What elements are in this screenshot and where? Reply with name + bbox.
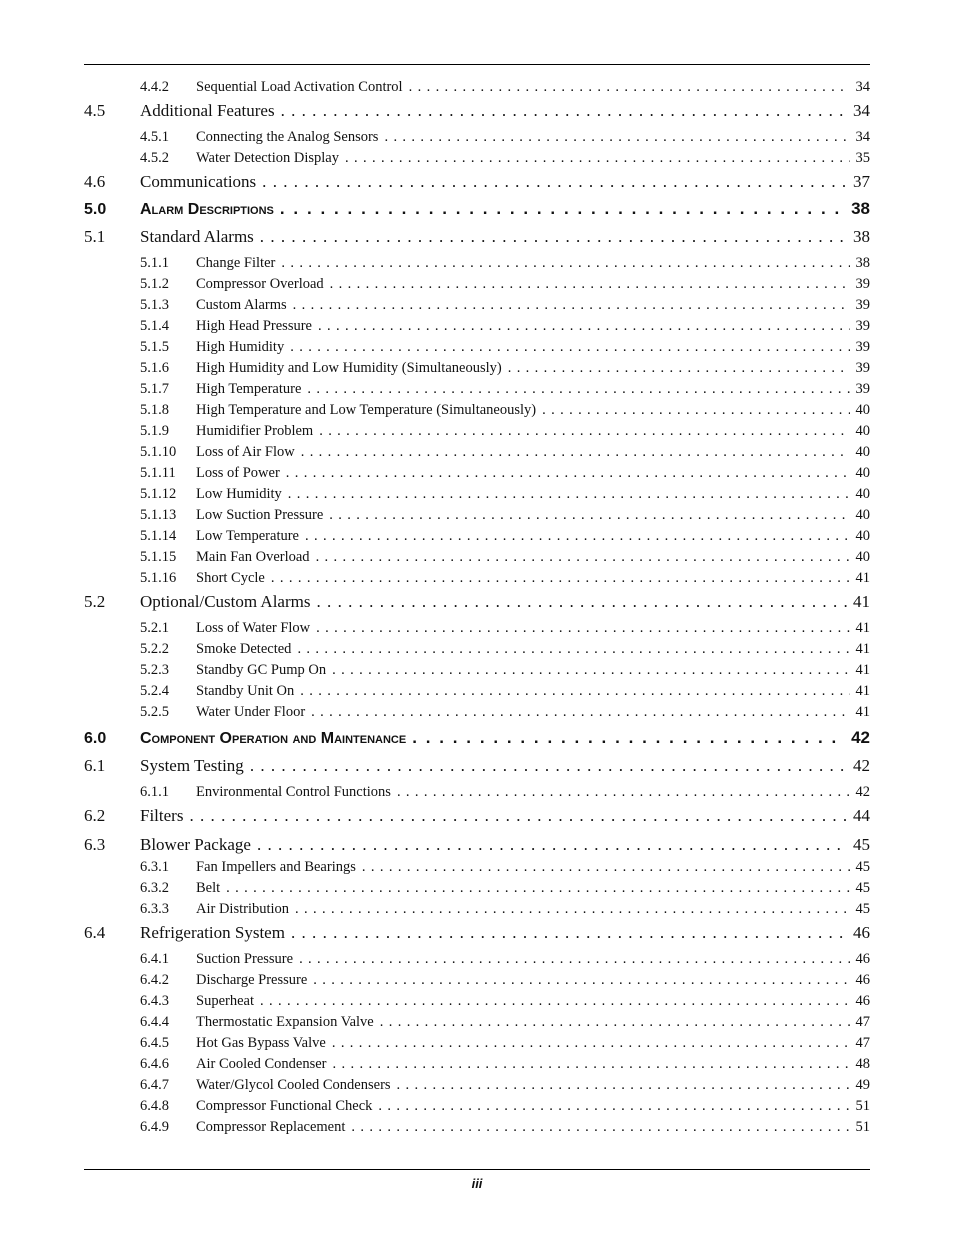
toc-title: Short Cycle bbox=[196, 570, 265, 586]
dot-leader bbox=[288, 484, 850, 505]
dot-leader bbox=[293, 295, 850, 316]
toc-number: 5.2.3 bbox=[140, 662, 169, 678]
toc-number: 5.2.1 bbox=[140, 620, 169, 636]
toc-entry-5-1-12[interactable] bbox=[84, 484, 870, 505]
dot-leader bbox=[508, 358, 850, 379]
toc-title: Fan Impellers and Bearings bbox=[196, 859, 356, 875]
toc-entry-4-5[interactable] bbox=[84, 98, 870, 123]
toc-chapter-5-0[interactable] bbox=[84, 194, 870, 224]
toc-number: 5.0 bbox=[84, 201, 107, 218]
toc-page: 39 bbox=[855, 360, 870, 376]
toc-entry-6-1-1[interactable] bbox=[84, 782, 870, 803]
toc-entry-5-1-10[interactable] bbox=[84, 442, 870, 463]
toc-entry-6-3-1[interactable] bbox=[84, 857, 870, 878]
toc-entry-5-1-1[interactable] bbox=[84, 253, 870, 274]
toc-number: 5.1.4 bbox=[140, 318, 169, 334]
toc-number: 5.1.7 bbox=[140, 381, 169, 397]
dot-leader bbox=[286, 463, 850, 484]
dot-leader bbox=[329, 505, 849, 526]
toc-title: Change Filter bbox=[196, 255, 276, 271]
toc-number: 5.2.4 bbox=[140, 683, 169, 699]
toc-page: 39 bbox=[855, 276, 870, 292]
toc-entry-4-6[interactable] bbox=[84, 169, 870, 194]
toc-title: Loss of Water Flow bbox=[196, 620, 311, 636]
toc-number: 5.2.2 bbox=[140, 641, 169, 657]
toc-title: Discharge Pressure bbox=[196, 972, 308, 988]
toc-page: 49 bbox=[855, 1077, 870, 1093]
toc-entry-6-4-1[interactable] bbox=[84, 949, 870, 970]
toc-number: 6.4.4 bbox=[140, 1014, 169, 1030]
toc-number: 4.4.2 bbox=[140, 79, 169, 95]
toc-title: Low Suction Pressure bbox=[196, 507, 324, 523]
toc-number: 6.2 bbox=[84, 806, 106, 825]
toc-entry-5-1-11[interactable] bbox=[84, 463, 870, 484]
toc-entry-4-4-2[interactable] bbox=[84, 77, 870, 98]
dot-leader bbox=[362, 857, 850, 878]
toc-page: 39 bbox=[855, 297, 870, 313]
toc-title: Standard Alarms bbox=[140, 227, 254, 246]
toc-title: Compressor Functional Check bbox=[196, 1098, 373, 1114]
dot-leader bbox=[345, 148, 850, 169]
toc-title: Air Distribution bbox=[196, 901, 290, 917]
toc-entry-5-2-3[interactable] bbox=[84, 660, 870, 681]
toc-title: Loss of Air Flow bbox=[196, 444, 295, 460]
toc-number: 6.3 bbox=[84, 835, 106, 854]
toc-entry-5-1-8[interactable] bbox=[84, 400, 870, 421]
toc-entry-5-2-2[interactable] bbox=[84, 639, 870, 660]
toc-entry-6-4-4[interactable] bbox=[84, 1012, 870, 1033]
dot-leader bbox=[281, 253, 849, 274]
toc-number: 6.4 bbox=[84, 923, 106, 942]
toc-number: 5.1.16 bbox=[140, 570, 177, 586]
footer-rule bbox=[84, 1169, 870, 1170]
toc-entry-5-1-4[interactable] bbox=[84, 316, 870, 337]
toc-number: 4.5.2 bbox=[140, 150, 169, 166]
toc-page: 42 bbox=[855, 784, 870, 800]
dot-leader bbox=[260, 224, 847, 249]
toc-entry-5-1-2[interactable] bbox=[84, 274, 870, 295]
dot-leader bbox=[305, 526, 850, 547]
dot-leader bbox=[332, 660, 849, 681]
toc-page: 34 bbox=[855, 79, 870, 95]
toc-title: Main Fan Overload bbox=[196, 549, 310, 565]
toc-entry-6-4-2[interactable] bbox=[84, 970, 870, 991]
toc-entry-5-1-7[interactable] bbox=[84, 379, 870, 400]
toc-page: 34 bbox=[855, 129, 870, 145]
toc-page: 46 bbox=[855, 972, 870, 988]
toc-page: 41 bbox=[855, 641, 870, 657]
toc-title: High Humidity and Low Humidity (Simultaneously) bbox=[196, 360, 502, 376]
toc-page: 41 bbox=[855, 570, 870, 586]
toc-entry-5-1-9[interactable] bbox=[84, 421, 870, 442]
toc-entry-6-4-8[interactable] bbox=[84, 1096, 870, 1117]
dot-leader bbox=[384, 127, 849, 148]
dot-leader bbox=[412, 723, 845, 753]
dot-leader bbox=[351, 1117, 849, 1138]
toc-page: 46 bbox=[853, 923, 870, 942]
toc-number: 5.1.13 bbox=[140, 507, 177, 523]
toc-entry-6-1[interactable] bbox=[84, 753, 870, 778]
toc-number: 5.1.12 bbox=[140, 486, 177, 502]
toc-page: 44 bbox=[853, 806, 870, 825]
toc-number: 5.2.5 bbox=[140, 704, 169, 720]
toc-title: Refrigeration System bbox=[140, 923, 285, 942]
toc-title: Low Humidity bbox=[196, 486, 282, 502]
toc-title: Smoke Detected bbox=[196, 641, 292, 657]
dot-leader bbox=[301, 442, 850, 463]
dot-leader bbox=[260, 991, 850, 1012]
dot-leader bbox=[380, 1012, 850, 1033]
toc-number: 6.1 bbox=[84, 756, 106, 775]
toc-title: Compressor Overload bbox=[196, 276, 324, 292]
toc-page: 41 bbox=[855, 620, 870, 636]
toc-title: Alarm Descriptions bbox=[140, 201, 274, 218]
dot-leader bbox=[257, 832, 847, 857]
dot-leader bbox=[316, 589, 847, 614]
dot-leader bbox=[332, 1033, 850, 1054]
toc-page: 45 bbox=[853, 835, 870, 854]
toc-number: 5.1.11 bbox=[140, 465, 176, 481]
toc-title: Environmental Control Functions bbox=[196, 784, 391, 800]
toc-title: High Humidity bbox=[196, 339, 285, 355]
toc-page: 40 bbox=[855, 549, 870, 565]
toc-number: 4.6 bbox=[84, 172, 106, 191]
toc-entry-5-1-13[interactable] bbox=[84, 505, 870, 526]
toc-page: 51 bbox=[855, 1098, 870, 1114]
toc-number: 4.5 bbox=[84, 101, 106, 120]
toc-number: 6.1.1 bbox=[140, 784, 169, 800]
dot-leader bbox=[397, 782, 850, 803]
toc-entry-6-4[interactable] bbox=[84, 920, 870, 945]
toc-page: 41 bbox=[853, 592, 870, 611]
toc-entry-5-2-5[interactable] bbox=[84, 702, 870, 723]
dot-leader bbox=[280, 194, 845, 224]
dot-leader bbox=[300, 681, 849, 702]
dot-leader bbox=[295, 899, 849, 920]
toc-title: Humidifier Problem bbox=[196, 423, 314, 439]
toc-title: Water/Glycol Cooled Condensers bbox=[196, 1077, 391, 1093]
toc-page: 40 bbox=[855, 402, 870, 418]
toc-title: Optional/Custom Alarms bbox=[140, 592, 311, 611]
toc-page: 46 bbox=[855, 993, 870, 1009]
toc-page: 40 bbox=[855, 444, 870, 460]
toc-title: Belt bbox=[196, 880, 221, 896]
toc-entry-6-3[interactable] bbox=[84, 832, 870, 857]
toc-title: Low Temperature bbox=[196, 528, 299, 544]
toc-chapter-6-0[interactable] bbox=[84, 723, 870, 753]
dot-leader bbox=[271, 568, 850, 589]
toc-entry-5-1-16[interactable] bbox=[84, 568, 870, 589]
toc-number: 6.4.9 bbox=[140, 1119, 169, 1135]
toc-title: Standby GC Pump On bbox=[196, 662, 327, 678]
toc-page: 40 bbox=[855, 507, 870, 523]
toc-title: Component Operation and Maintenance bbox=[140, 730, 407, 747]
toc-page: 40 bbox=[855, 465, 870, 481]
toc-title: Air Cooled Condenser bbox=[196, 1056, 327, 1072]
toc-entry-5-2[interactable] bbox=[84, 589, 870, 614]
dot-leader bbox=[290, 337, 849, 358]
toc-page: 40 bbox=[855, 528, 870, 544]
toc-page: 41 bbox=[855, 704, 870, 720]
toc-title: Communications bbox=[140, 172, 257, 191]
toc-number: 6.4.3 bbox=[140, 993, 169, 1009]
toc-entry-6-4-7[interactable] bbox=[84, 1075, 870, 1096]
toc-page: 37 bbox=[853, 172, 870, 191]
toc-entry-5-1-3[interactable] bbox=[84, 295, 870, 316]
toc-title: Compressor Replacement bbox=[196, 1119, 346, 1135]
toc-title: Thermostatic Expansion Valve bbox=[196, 1014, 374, 1030]
toc-title: Custom Alarms bbox=[196, 297, 287, 313]
dot-leader bbox=[316, 547, 850, 568]
dot-leader bbox=[332, 1054, 849, 1075]
toc-entry-6-3-2[interactable] bbox=[84, 878, 870, 899]
toc-title: High Temperature and Low Temperature (Simultaneously) bbox=[196, 402, 537, 418]
toc-page: 39 bbox=[855, 339, 870, 355]
toc-number: 6.4.2 bbox=[140, 972, 169, 988]
dot-leader bbox=[311, 702, 849, 723]
toc-page: 38 bbox=[855, 255, 870, 271]
toc-number: 6.4.8 bbox=[140, 1098, 169, 1114]
toc-title: High Head Pressure bbox=[196, 318, 312, 334]
toc-page: 39 bbox=[855, 318, 870, 334]
toc-title: Additional Features bbox=[140, 101, 275, 120]
dot-leader bbox=[250, 753, 847, 778]
dot-leader bbox=[189, 803, 847, 828]
toc-number: 5.1 bbox=[84, 227, 106, 246]
toc-title: Blower Package bbox=[140, 835, 251, 854]
toc-entry-5-1-6[interactable] bbox=[84, 358, 870, 379]
toc-page: 45 bbox=[855, 859, 870, 875]
toc-number: 5.1.14 bbox=[140, 528, 177, 544]
toc-number: 6.4.5 bbox=[140, 1035, 169, 1051]
toc-number: 6.3.1 bbox=[140, 859, 169, 875]
toc-page: 38 bbox=[851, 199, 870, 218]
dot-leader bbox=[226, 878, 849, 899]
toc-number: 5.1.2 bbox=[140, 276, 169, 292]
toc-entry-5-1-14[interactable] bbox=[84, 526, 870, 547]
toc-entry-6-4-3[interactable] bbox=[84, 991, 870, 1012]
toc-title: Hot Gas Bypass Valve bbox=[196, 1035, 326, 1051]
toc-page: 41 bbox=[855, 683, 870, 699]
toc-title: Standby Unit On bbox=[196, 683, 295, 699]
toc-number: 5.1.10 bbox=[140, 444, 177, 460]
dot-leader bbox=[281, 98, 847, 123]
dot-leader bbox=[542, 400, 849, 421]
toc-number: 4.5.1 bbox=[140, 129, 169, 145]
toc-number: 5.1.9 bbox=[140, 423, 169, 439]
toc-title: Water Detection Display bbox=[196, 150, 339, 166]
dot-leader bbox=[318, 316, 850, 337]
toc-entry-4-5-2[interactable] bbox=[84, 148, 870, 169]
dot-leader bbox=[297, 639, 849, 660]
toc-title: Sequential Load Activation Control bbox=[196, 79, 403, 95]
toc-entry-6-3-3[interactable] bbox=[84, 899, 870, 920]
toc-title: Connecting the Analog Sensors bbox=[196, 129, 379, 145]
toc-number: 6.4.7 bbox=[140, 1077, 169, 1093]
dot-leader bbox=[299, 949, 849, 970]
toc-page: 40 bbox=[855, 486, 870, 502]
dot-leader bbox=[330, 274, 850, 295]
toc-page: 45 bbox=[855, 880, 870, 896]
toc-page: 41 bbox=[855, 662, 870, 678]
toc-entry-6-4-5[interactable] bbox=[84, 1033, 870, 1054]
toc-number: 6.0 bbox=[84, 730, 107, 747]
toc-entry-6-4-6[interactable] bbox=[84, 1054, 870, 1075]
table-of-contents bbox=[84, 77, 870, 1138]
toc-title: High Temperature bbox=[196, 381, 302, 397]
toc-entry-5-1-15[interactable] bbox=[84, 547, 870, 568]
dot-leader bbox=[307, 379, 849, 400]
toc-title: Superheat bbox=[196, 993, 254, 1009]
toc-entry-5-2-4[interactable] bbox=[84, 681, 870, 702]
toc-title: Water Under Floor bbox=[196, 704, 306, 720]
toc-entry-6-2[interactable] bbox=[84, 803, 870, 828]
dot-leader bbox=[378, 1096, 849, 1117]
toc-page: 34 bbox=[853, 101, 870, 120]
toc-page: 35 bbox=[855, 150, 870, 166]
toc-number: 5.1.6 bbox=[140, 360, 169, 376]
toc-page: 47 bbox=[855, 1035, 870, 1051]
toc-page: 42 bbox=[851, 728, 870, 747]
toc-page: 45 bbox=[855, 901, 870, 917]
toc-number: 6.3.2 bbox=[140, 880, 169, 896]
toc-entry-5-2-1[interactable] bbox=[84, 618, 870, 639]
toc-number: 5.2 bbox=[84, 592, 106, 611]
dot-leader bbox=[313, 970, 849, 991]
dot-leader bbox=[319, 421, 849, 442]
toc-page: 40 bbox=[855, 423, 870, 439]
toc-title: Loss of Power bbox=[196, 465, 280, 481]
toc-number: 5.1.5 bbox=[140, 339, 169, 355]
toc-number: 6.3.3 bbox=[140, 901, 169, 917]
toc-entry-6-4-9[interactable] bbox=[84, 1117, 870, 1138]
dot-leader bbox=[262, 169, 847, 194]
toc-page: 46 bbox=[855, 951, 870, 967]
dot-leader bbox=[316, 618, 849, 639]
header-rule bbox=[84, 64, 870, 65]
dot-leader bbox=[291, 920, 847, 945]
toc-number: 6.4.6 bbox=[140, 1056, 169, 1072]
toc-number: 5.1.3 bbox=[140, 297, 169, 313]
toc-entry-4-5-1[interactable] bbox=[84, 127, 870, 148]
toc-page: 42 bbox=[853, 756, 870, 775]
toc-title: Filters bbox=[140, 806, 184, 825]
toc-entry-5-1[interactable] bbox=[84, 224, 870, 249]
dot-leader bbox=[409, 77, 850, 98]
page-number: iii bbox=[471, 1176, 483, 1191]
dot-leader bbox=[397, 1075, 850, 1096]
toc-number: 5.1.15 bbox=[140, 549, 177, 565]
toc-number: 5.1.8 bbox=[140, 402, 169, 418]
toc-page: 47 bbox=[855, 1014, 870, 1030]
toc-title: Suction Pressure bbox=[196, 951, 294, 967]
toc-number: 5.1.1 bbox=[140, 255, 169, 271]
toc-page: 38 bbox=[853, 227, 870, 246]
toc-title: System Testing bbox=[140, 756, 244, 775]
toc-page: 51 bbox=[855, 1119, 870, 1135]
toc-page: 39 bbox=[855, 381, 870, 397]
toc-page: 48 bbox=[855, 1056, 870, 1072]
toc-entry-5-1-5[interactable] bbox=[84, 337, 870, 358]
toc-number: 6.4.1 bbox=[140, 951, 169, 967]
